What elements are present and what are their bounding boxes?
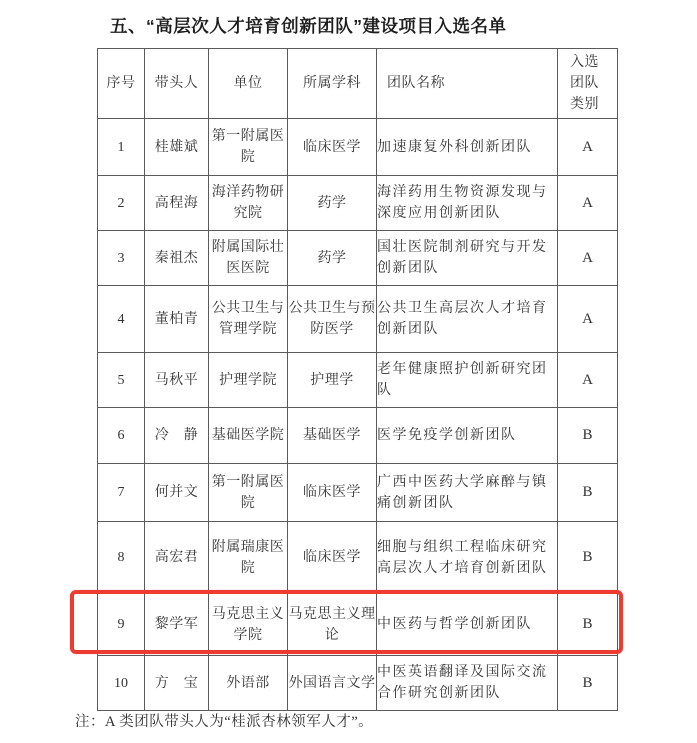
cell-unit: 海洋药物研究院 [209,176,288,231]
cell-no: 2 [98,176,145,231]
cell-team: 细胞与组织工程临床研究高层次人才培育创新团队 [377,522,558,594]
cell-no: 4 [98,286,145,353]
cell-unit: 基础医学院 [209,408,288,464]
header-category: 入选团队类别 [558,49,618,119]
table-row [98,464,618,522]
cell-no: 5 [98,353,145,408]
table-header-row [98,49,618,119]
table-row [98,408,618,464]
table-row [98,176,618,231]
table-row [98,522,618,594]
cell-discipline: 临床医学 [288,522,377,594]
header-no: 序号 [98,49,145,119]
cell-discipline: 公共卫生与预防医学 [288,286,377,353]
table-row [98,231,618,286]
cell-unit: 附属国际壮医医院 [209,231,288,286]
cell-leader: 董柏青 [145,286,209,353]
cell-category: A [558,176,618,231]
cell-team: 医学免疫学创新团队 [377,408,558,464]
cell-no: 9 [98,594,145,656]
cell-team: 中医英语翻译及国际交流合作研究创新团队 [377,656,558,711]
cell-category: A [558,286,618,353]
header-discipline: 所属学科 [288,49,377,119]
cell-no: 10 [98,656,145,711]
cell-unit: 第一附属医院 [209,464,288,522]
cell-discipline: 临床医学 [288,119,377,176]
cell-no: 6 [98,408,145,464]
cell-leader: 高程海 [145,176,209,231]
header-leader: 带头人 [145,49,209,119]
cell-leader: 秦祖杰 [145,231,209,286]
cell-category: A [558,353,618,408]
cell-leader: 方 宝 [145,656,209,711]
cell-category: B [558,522,618,594]
cell-team: 广西中医药大学麻醉与镇痛创新团队 [377,464,558,522]
cell-leader: 黎学军 [145,594,209,656]
cell-discipline: 外国语言文学 [288,656,377,711]
cell-unit: 护理学院 [209,353,288,408]
cell-discipline: 护理学 [288,353,377,408]
cell-unit: 附属瑞康医院 [209,522,288,594]
cell-unit: 公共卫生与管理学院 [209,286,288,353]
cell-category: B [558,656,618,711]
cell-leader: 桂雄斌 [145,119,209,176]
header-team: 团队名称 [377,49,558,119]
cell-unit: 第一附属医院 [209,119,288,176]
cell-discipline: 马克思主义理论 [288,594,377,656]
table-row [98,353,618,408]
cell-no: 8 [98,522,145,594]
cell-no: 1 [98,119,145,176]
cell-team: 公共卫生高层次人才培育创新团队 [377,286,558,353]
cell-leader: 冷 静 [145,408,209,464]
cell-team: 加速康复外科创新团队 [377,119,558,176]
cell-category: A [558,119,618,176]
cell-category: B [558,464,618,522]
cell-no: 7 [98,464,145,522]
cell-category: B [558,408,618,464]
table-row-highlighted [98,594,618,656]
footnote: 注：A 类团队带头人为“桂派杏林领军人才”。 [75,714,374,730]
header-unit: 单位 [209,49,288,119]
selected-teams-table [97,48,618,711]
cell-unit: 外语部 [209,656,288,711]
cell-discipline: 药学 [288,176,377,231]
cell-team: 海洋药用生物资源发现与深度应用创新团队 [377,176,558,231]
table-row [98,656,618,711]
cell-leader: 马秋平 [145,353,209,408]
table-row [98,286,618,353]
cell-discipline: 药学 [288,231,377,286]
cell-category: B [558,594,618,656]
cell-team: 老年健康照护创新研究团队 [377,353,558,408]
cell-discipline: 临床医学 [288,464,377,522]
cell-team: 国壮医院制剂研究与开发创新团队 [377,231,558,286]
cell-no: 3 [98,231,145,286]
cell-discipline: 基础医学 [288,408,377,464]
page-title: 五、“高层次人才培育创新团队”建设项目入选名单 [110,16,507,36]
cell-leader: 高宏君 [145,522,209,594]
table-row [98,119,618,176]
cell-category: A [558,231,618,286]
cell-leader: 何并文 [145,464,209,522]
cell-team: 中医药与哲学创新团队 [377,594,558,656]
cell-unit: 马克思主义学院 [209,594,288,656]
